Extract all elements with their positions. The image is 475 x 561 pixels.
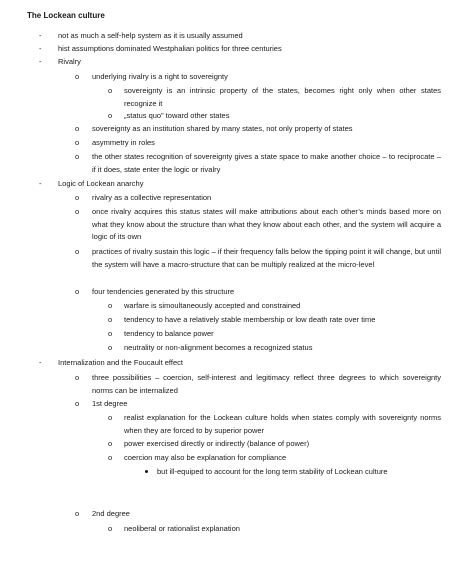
circle-bullet: o bbox=[108, 343, 113, 352]
circle-bullet: o bbox=[108, 329, 113, 338]
list-item: neutrality or non-alignment becomes a recognized status bbox=[124, 343, 313, 352]
list-item: the other states recognition of sovereignty gives a state space to make another choice – to reciprocate – if it does, state enter the logic or rivalry bbox=[92, 152, 441, 174]
list-item: 2nd degree bbox=[92, 509, 130, 518]
filled-bullet-icon bbox=[145, 470, 148, 473]
dash-bullet: - bbox=[39, 358, 42, 367]
circle-bullet: o bbox=[75, 509, 80, 518]
circle-bullet: o bbox=[75, 207, 80, 216]
circle-bullet: o bbox=[108, 111, 113, 120]
circle-bullet: o bbox=[75, 399, 80, 408]
circle-bullet: o bbox=[75, 152, 80, 161]
circle-bullet: o bbox=[75, 193, 80, 202]
circle-bullet: o bbox=[75, 373, 80, 382]
list-item: realist explanation for the Lockean culture holds when states comply with sovereignty norms when they are forced to by superior power bbox=[124, 413, 441, 435]
circle-bullet: o bbox=[108, 86, 113, 95]
list-item: warfare is simoultaneously accepted and constrained bbox=[124, 301, 301, 310]
section-heading: Logic of Lockean anarchy bbox=[58, 179, 144, 188]
list-item: sovereignty as an institution shared by many states, not only property of states bbox=[92, 124, 353, 133]
list-item: underlying rivalry is a right to sovereignty bbox=[92, 72, 228, 81]
dash-bullet: - bbox=[39, 31, 42, 40]
circle-bullet: o bbox=[108, 315, 113, 324]
circle-bullet: o bbox=[75, 287, 80, 296]
list-item: sovereignty is an intrinsic property of the states, becomes right only when other states recognize it bbox=[124, 86, 441, 108]
circle-bullet: o bbox=[108, 413, 113, 422]
circle-bullet: o bbox=[108, 301, 113, 310]
circle-bullet: o bbox=[75, 138, 80, 147]
circle-bullet: o bbox=[75, 72, 80, 81]
dash-bullet: - bbox=[39, 44, 42, 53]
list-item: once rivalry acquires this status states will make attributions about each other’s minds based more on what they know about the structure than what they know about each other, and the system will acquire a logic of its own bbox=[92, 207, 441, 241]
dash-bullet: - bbox=[39, 179, 42, 188]
circle-bullet: o bbox=[108, 453, 113, 462]
list-item: but ill-equiped to account for the long term stability of Lockean culture bbox=[157, 467, 388, 476]
list-item: tendency to have a relatively stable membership or low death rate over time bbox=[124, 315, 376, 324]
section-heading: Rivalry bbox=[58, 57, 81, 66]
circle-bullet: o bbox=[108, 524, 113, 533]
circle-bullet: o bbox=[75, 124, 80, 133]
circle-bullet: o bbox=[108, 439, 113, 448]
list-item: asymmetry in roles bbox=[92, 138, 155, 147]
section-heading: Internalization and the Foucault effect bbox=[58, 358, 183, 367]
list-item: practices of rivalry sustain this logic – if their frequency falls below the tipping point it will change, but until the system will have a macro-structure that can be multiply realized at the micro-level bbox=[92, 247, 441, 269]
list-item: „status quo” toward other states bbox=[124, 111, 230, 120]
list-item: neoliberal or rationalist explanation bbox=[124, 524, 240, 533]
document-title: The Lockean culture bbox=[27, 11, 105, 20]
circle-bullet: o bbox=[75, 247, 80, 256]
list-item: coercion may also be explanation for compliance bbox=[124, 453, 287, 462]
list-item: rivalry as a collective representation bbox=[92, 193, 212, 202]
list-item: not as much a self-help system as it is usually assumed bbox=[58, 31, 243, 40]
list-item: hist assumptions dominated Westphalian politics for three centuries bbox=[58, 44, 282, 53]
list-item: four tendencies generated by this structure bbox=[92, 287, 235, 296]
list-item: three possibilities – coercion, self-interest and legitimacy reflect three degrees to which sovereignty norms can be internalized bbox=[92, 373, 441, 395]
dash-bullet: - bbox=[39, 57, 42, 66]
list-item: tendency to balance power bbox=[124, 329, 214, 338]
list-item: 1st degree bbox=[92, 399, 128, 408]
list-item: power exercised directly or indirectly (balance of power) bbox=[124, 439, 310, 448]
